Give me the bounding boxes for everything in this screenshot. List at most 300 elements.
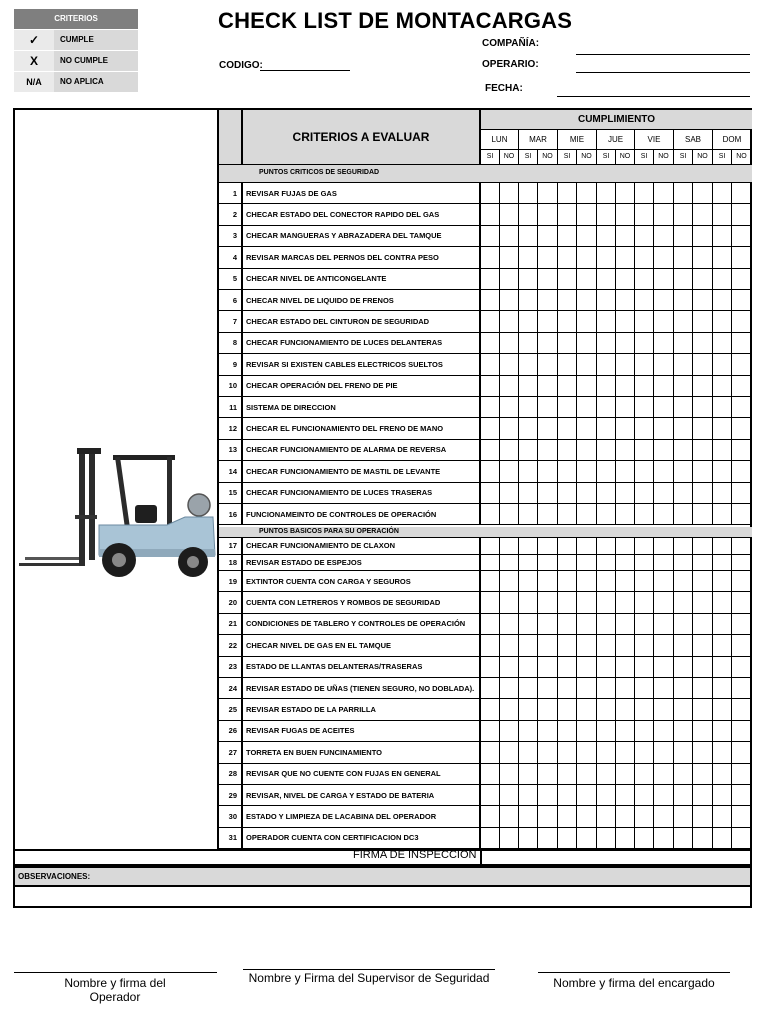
no-checkbox[interactable] bbox=[538, 183, 558, 203]
si-checkbox[interactable] bbox=[713, 635, 732, 655]
no-checkbox[interactable] bbox=[500, 699, 519, 719]
si-checkbox[interactable] bbox=[519, 483, 538, 503]
si-checkbox[interactable] bbox=[597, 592, 616, 612]
no-checkbox[interactable] bbox=[538, 721, 558, 741]
si-checkbox[interactable] bbox=[713, 226, 732, 246]
si-checkbox[interactable] bbox=[558, 721, 577, 741]
no-checkbox[interactable] bbox=[538, 290, 558, 310]
no-checkbox[interactable] bbox=[732, 806, 752, 826]
no-checkbox[interactable] bbox=[654, 635, 674, 655]
si-checkbox[interactable] bbox=[635, 226, 654, 246]
no-checkbox[interactable] bbox=[654, 311, 674, 331]
si-checkbox[interactable] bbox=[674, 247, 693, 267]
no-checkbox[interactable] bbox=[500, 571, 519, 591]
si-checkbox[interactable] bbox=[674, 226, 693, 246]
si-checkbox[interactable] bbox=[481, 721, 500, 741]
si-checkbox[interactable] bbox=[481, 183, 500, 203]
si-checkbox[interactable] bbox=[558, 440, 577, 460]
no-checkbox[interactable] bbox=[577, 461, 597, 481]
no-checkbox[interactable] bbox=[577, 657, 597, 677]
si-checkbox[interactable] bbox=[481, 397, 500, 417]
si-checkbox[interactable] bbox=[558, 247, 577, 267]
no-checkbox[interactable] bbox=[577, 828, 597, 848]
operario-field[interactable] bbox=[576, 72, 750, 73]
no-checkbox[interactable] bbox=[693, 269, 713, 289]
no-checkbox[interactable] bbox=[500, 397, 519, 417]
si-checkbox[interactable] bbox=[597, 555, 616, 571]
si-checkbox[interactable] bbox=[481, 806, 500, 826]
si-checkbox[interactable] bbox=[635, 614, 654, 634]
no-checkbox[interactable] bbox=[693, 226, 713, 246]
si-checkbox[interactable] bbox=[481, 555, 500, 571]
si-checkbox[interactable] bbox=[635, 333, 654, 353]
no-checkbox[interactable] bbox=[693, 699, 713, 719]
no-checkbox[interactable] bbox=[577, 376, 597, 396]
no-checkbox[interactable] bbox=[500, 183, 519, 203]
si-checkbox[interactable] bbox=[481, 764, 500, 784]
si-checkbox[interactable] bbox=[635, 418, 654, 438]
no-checkbox[interactable] bbox=[693, 483, 713, 503]
no-checkbox[interactable] bbox=[577, 555, 597, 571]
si-checkbox[interactable] bbox=[635, 504, 654, 524]
si-checkbox[interactable] bbox=[519, 657, 538, 677]
no-checkbox[interactable] bbox=[577, 614, 597, 634]
si-checkbox[interactable] bbox=[713, 354, 732, 374]
no-checkbox[interactable] bbox=[616, 635, 635, 655]
no-checkbox[interactable] bbox=[577, 440, 597, 460]
si-checkbox[interactable] bbox=[635, 699, 654, 719]
si-checkbox[interactable] bbox=[558, 571, 577, 591]
no-checkbox[interactable] bbox=[654, 204, 674, 224]
no-checkbox[interactable] bbox=[577, 742, 597, 762]
si-checkbox[interactable] bbox=[597, 678, 616, 698]
no-checkbox[interactable] bbox=[577, 764, 597, 784]
no-checkbox[interactable] bbox=[732, 247, 752, 267]
si-checkbox[interactable] bbox=[597, 504, 616, 524]
no-checkbox[interactable] bbox=[616, 785, 635, 805]
si-checkbox[interactable] bbox=[481, 247, 500, 267]
si-checkbox[interactable] bbox=[558, 269, 577, 289]
si-checkbox[interactable] bbox=[713, 657, 732, 677]
si-checkbox[interactable] bbox=[713, 204, 732, 224]
no-checkbox[interactable] bbox=[538, 504, 558, 524]
no-checkbox[interactable] bbox=[693, 828, 713, 848]
no-checkbox[interactable] bbox=[732, 699, 752, 719]
si-checkbox[interactable] bbox=[519, 504, 538, 524]
si-checkbox[interactable] bbox=[481, 699, 500, 719]
si-checkbox[interactable] bbox=[597, 742, 616, 762]
no-checkbox[interactable] bbox=[538, 828, 558, 848]
no-checkbox[interactable] bbox=[654, 483, 674, 503]
si-checkbox[interactable] bbox=[519, 418, 538, 438]
no-checkbox[interactable] bbox=[732, 440, 752, 460]
no-checkbox[interactable] bbox=[693, 721, 713, 741]
si-checkbox[interactable] bbox=[713, 555, 732, 571]
no-checkbox[interactable] bbox=[732, 311, 752, 331]
no-checkbox[interactable] bbox=[732, 657, 752, 677]
no-checkbox[interactable] bbox=[693, 397, 713, 417]
no-checkbox[interactable] bbox=[577, 504, 597, 524]
no-checkbox[interactable] bbox=[654, 397, 674, 417]
si-checkbox[interactable] bbox=[635, 555, 654, 571]
no-checkbox[interactable] bbox=[616, 721, 635, 741]
no-checkbox[interactable] bbox=[577, 290, 597, 310]
no-checkbox[interactable] bbox=[538, 699, 558, 719]
si-checkbox[interactable] bbox=[481, 678, 500, 698]
no-checkbox[interactable] bbox=[616, 333, 635, 353]
si-checkbox[interactable] bbox=[519, 397, 538, 417]
si-checkbox[interactable] bbox=[519, 204, 538, 224]
no-checkbox[interactable] bbox=[732, 614, 752, 634]
no-checkbox[interactable] bbox=[538, 354, 558, 374]
si-checkbox[interactable] bbox=[558, 555, 577, 571]
no-checkbox[interactable] bbox=[693, 354, 713, 374]
no-checkbox[interactable] bbox=[616, 571, 635, 591]
si-checkbox[interactable] bbox=[635, 785, 654, 805]
no-checkbox[interactable] bbox=[732, 204, 752, 224]
si-checkbox[interactable] bbox=[713, 764, 732, 784]
si-checkbox[interactable] bbox=[597, 440, 616, 460]
no-checkbox[interactable] bbox=[577, 354, 597, 374]
si-checkbox[interactable] bbox=[558, 183, 577, 203]
no-checkbox[interactable] bbox=[654, 376, 674, 396]
si-checkbox[interactable] bbox=[519, 538, 538, 554]
no-checkbox[interactable] bbox=[693, 247, 713, 267]
no-checkbox[interactable] bbox=[500, 461, 519, 481]
si-checkbox[interactable] bbox=[674, 555, 693, 571]
no-checkbox[interactable] bbox=[538, 635, 558, 655]
no-checkbox[interactable] bbox=[577, 247, 597, 267]
no-checkbox[interactable] bbox=[500, 247, 519, 267]
no-checkbox[interactable] bbox=[654, 333, 674, 353]
si-checkbox[interactable] bbox=[597, 614, 616, 634]
no-checkbox[interactable] bbox=[500, 806, 519, 826]
no-checkbox[interactable] bbox=[538, 397, 558, 417]
si-checkbox[interactable] bbox=[597, 828, 616, 848]
no-checkbox[interactable] bbox=[616, 376, 635, 396]
no-checkbox[interactable] bbox=[654, 592, 674, 612]
no-checkbox[interactable] bbox=[538, 742, 558, 762]
no-checkbox[interactable] bbox=[616, 247, 635, 267]
no-checkbox[interactable] bbox=[500, 764, 519, 784]
no-checkbox[interactable] bbox=[500, 440, 519, 460]
si-checkbox[interactable] bbox=[519, 785, 538, 805]
si-checkbox[interactable] bbox=[558, 397, 577, 417]
si-checkbox[interactable] bbox=[558, 635, 577, 655]
si-checkbox[interactable] bbox=[713, 311, 732, 331]
no-checkbox[interactable] bbox=[500, 483, 519, 503]
si-checkbox[interactable] bbox=[481, 461, 500, 481]
si-checkbox[interactable] bbox=[519, 183, 538, 203]
si-checkbox[interactable] bbox=[597, 204, 616, 224]
si-checkbox[interactable] bbox=[519, 806, 538, 826]
si-checkbox[interactable] bbox=[558, 806, 577, 826]
no-checkbox[interactable] bbox=[616, 742, 635, 762]
si-checkbox[interactable] bbox=[519, 376, 538, 396]
si-checkbox[interactable] bbox=[481, 311, 500, 331]
no-checkbox[interactable] bbox=[732, 461, 752, 481]
si-checkbox[interactable] bbox=[674, 806, 693, 826]
no-checkbox[interactable] bbox=[500, 311, 519, 331]
si-checkbox[interactable] bbox=[558, 290, 577, 310]
no-checkbox[interactable] bbox=[732, 635, 752, 655]
si-checkbox[interactable] bbox=[519, 333, 538, 353]
no-checkbox[interactable] bbox=[693, 440, 713, 460]
no-checkbox[interactable] bbox=[693, 678, 713, 698]
si-checkbox[interactable] bbox=[635, 204, 654, 224]
si-checkbox[interactable] bbox=[558, 311, 577, 331]
no-checkbox[interactable] bbox=[732, 571, 752, 591]
si-checkbox[interactable] bbox=[674, 354, 693, 374]
si-checkbox[interactable] bbox=[674, 785, 693, 805]
si-checkbox[interactable] bbox=[597, 311, 616, 331]
no-checkbox[interactable] bbox=[732, 483, 752, 503]
no-checkbox[interactable] bbox=[732, 183, 752, 203]
no-checkbox[interactable] bbox=[693, 785, 713, 805]
no-checkbox[interactable] bbox=[693, 333, 713, 353]
no-checkbox[interactable] bbox=[732, 678, 752, 698]
si-checkbox[interactable] bbox=[481, 376, 500, 396]
no-checkbox[interactable] bbox=[732, 764, 752, 784]
encargado-signature-line[interactable] bbox=[538, 972, 730, 973]
si-checkbox[interactable] bbox=[713, 742, 732, 762]
si-checkbox[interactable] bbox=[519, 699, 538, 719]
si-checkbox[interactable] bbox=[674, 699, 693, 719]
si-checkbox[interactable] bbox=[519, 555, 538, 571]
no-checkbox[interactable] bbox=[577, 204, 597, 224]
no-checkbox[interactable] bbox=[577, 311, 597, 331]
no-checkbox[interactable] bbox=[654, 538, 674, 554]
si-checkbox[interactable] bbox=[481, 354, 500, 374]
si-checkbox[interactable] bbox=[713, 538, 732, 554]
no-checkbox[interactable] bbox=[616, 504, 635, 524]
no-checkbox[interactable] bbox=[616, 614, 635, 634]
si-checkbox[interactable] bbox=[558, 461, 577, 481]
si-checkbox[interactable] bbox=[713, 721, 732, 741]
no-checkbox[interactable] bbox=[616, 226, 635, 246]
no-checkbox[interactable] bbox=[577, 483, 597, 503]
si-checkbox[interactable] bbox=[481, 538, 500, 554]
si-checkbox[interactable] bbox=[558, 764, 577, 784]
si-checkbox[interactable] bbox=[713, 699, 732, 719]
fecha-field[interactable] bbox=[557, 96, 750, 97]
si-checkbox[interactable] bbox=[597, 461, 616, 481]
si-checkbox[interactable] bbox=[635, 183, 654, 203]
no-checkbox[interactable] bbox=[500, 290, 519, 310]
si-checkbox[interactable] bbox=[597, 290, 616, 310]
operador-signature-line[interactable] bbox=[14, 972, 217, 973]
no-checkbox[interactable] bbox=[693, 418, 713, 438]
no-checkbox[interactable] bbox=[732, 397, 752, 417]
si-checkbox[interactable] bbox=[635, 311, 654, 331]
no-checkbox[interactable] bbox=[538, 440, 558, 460]
no-checkbox[interactable] bbox=[654, 828, 674, 848]
si-checkbox[interactable] bbox=[519, 461, 538, 481]
no-checkbox[interactable] bbox=[732, 592, 752, 612]
si-checkbox[interactable] bbox=[597, 635, 616, 655]
si-checkbox[interactable] bbox=[481, 226, 500, 246]
si-checkbox[interactable] bbox=[519, 571, 538, 591]
si-checkbox[interactable] bbox=[519, 635, 538, 655]
no-checkbox[interactable] bbox=[616, 269, 635, 289]
no-checkbox[interactable] bbox=[654, 678, 674, 698]
no-checkbox[interactable] bbox=[577, 538, 597, 554]
si-checkbox[interactable] bbox=[558, 699, 577, 719]
no-checkbox[interactable] bbox=[693, 183, 713, 203]
si-checkbox[interactable] bbox=[519, 290, 538, 310]
no-checkbox[interactable] bbox=[500, 678, 519, 698]
si-checkbox[interactable] bbox=[713, 247, 732, 267]
no-checkbox[interactable] bbox=[654, 806, 674, 826]
si-checkbox[interactable] bbox=[635, 592, 654, 612]
si-checkbox[interactable] bbox=[597, 418, 616, 438]
no-checkbox[interactable] bbox=[538, 538, 558, 554]
si-checkbox[interactable] bbox=[519, 721, 538, 741]
si-checkbox[interactable] bbox=[519, 742, 538, 762]
no-checkbox[interactable] bbox=[538, 226, 558, 246]
no-checkbox[interactable] bbox=[616, 354, 635, 374]
no-checkbox[interactable] bbox=[654, 418, 674, 438]
si-checkbox[interactable] bbox=[635, 461, 654, 481]
compania-field[interactable] bbox=[576, 54, 750, 55]
no-checkbox[interactable] bbox=[500, 721, 519, 741]
no-checkbox[interactable] bbox=[732, 354, 752, 374]
si-checkbox[interactable] bbox=[674, 571, 693, 591]
si-checkbox[interactable] bbox=[481, 418, 500, 438]
si-checkbox[interactable] bbox=[519, 311, 538, 331]
no-checkbox[interactable] bbox=[654, 614, 674, 634]
si-checkbox[interactable] bbox=[481, 204, 500, 224]
si-checkbox[interactable] bbox=[674, 504, 693, 524]
no-checkbox[interactable] bbox=[693, 538, 713, 554]
no-checkbox[interactable] bbox=[616, 183, 635, 203]
si-checkbox[interactable] bbox=[713, 183, 732, 203]
si-checkbox[interactable] bbox=[481, 635, 500, 655]
no-checkbox[interactable] bbox=[538, 204, 558, 224]
no-checkbox[interactable] bbox=[577, 635, 597, 655]
no-checkbox[interactable] bbox=[538, 764, 558, 784]
no-checkbox[interactable] bbox=[500, 333, 519, 353]
no-checkbox[interactable] bbox=[500, 635, 519, 655]
no-checkbox[interactable] bbox=[500, 269, 519, 289]
si-checkbox[interactable] bbox=[713, 785, 732, 805]
no-checkbox[interactable] bbox=[500, 555, 519, 571]
no-checkbox[interactable] bbox=[500, 354, 519, 374]
si-checkbox[interactable] bbox=[481, 742, 500, 762]
no-checkbox[interactable] bbox=[538, 614, 558, 634]
si-checkbox[interactable] bbox=[519, 226, 538, 246]
no-checkbox[interactable] bbox=[616, 461, 635, 481]
si-checkbox[interactable] bbox=[481, 785, 500, 805]
no-checkbox[interactable] bbox=[693, 764, 713, 784]
no-checkbox[interactable] bbox=[732, 785, 752, 805]
si-checkbox[interactable] bbox=[635, 657, 654, 677]
si-checkbox[interactable] bbox=[481, 657, 500, 677]
si-checkbox[interactable] bbox=[713, 333, 732, 353]
no-checkbox[interactable] bbox=[616, 828, 635, 848]
no-checkbox[interactable] bbox=[577, 806, 597, 826]
si-checkbox[interactable] bbox=[635, 247, 654, 267]
no-checkbox[interactable] bbox=[538, 571, 558, 591]
no-checkbox[interactable] bbox=[538, 269, 558, 289]
no-checkbox[interactable] bbox=[732, 376, 752, 396]
si-checkbox[interactable] bbox=[635, 635, 654, 655]
si-checkbox[interactable] bbox=[558, 226, 577, 246]
no-checkbox[interactable] bbox=[500, 785, 519, 805]
no-checkbox[interactable] bbox=[732, 555, 752, 571]
no-checkbox[interactable] bbox=[654, 742, 674, 762]
si-checkbox[interactable] bbox=[674, 269, 693, 289]
si-checkbox[interactable] bbox=[713, 592, 732, 612]
firma-inspeccion-field[interactable] bbox=[480, 851, 482, 864]
no-checkbox[interactable] bbox=[616, 764, 635, 784]
si-checkbox[interactable] bbox=[558, 614, 577, 634]
si-checkbox[interactable] bbox=[713, 376, 732, 396]
no-checkbox[interactable] bbox=[538, 678, 558, 698]
si-checkbox[interactable] bbox=[597, 226, 616, 246]
no-checkbox[interactable] bbox=[654, 657, 674, 677]
no-checkbox[interactable] bbox=[577, 269, 597, 289]
si-checkbox[interactable] bbox=[674, 742, 693, 762]
si-checkbox[interactable] bbox=[519, 828, 538, 848]
no-checkbox[interactable] bbox=[616, 290, 635, 310]
no-checkbox[interactable] bbox=[500, 828, 519, 848]
si-checkbox[interactable] bbox=[635, 806, 654, 826]
no-checkbox[interactable] bbox=[577, 785, 597, 805]
no-checkbox[interactable] bbox=[654, 461, 674, 481]
no-checkbox[interactable] bbox=[616, 806, 635, 826]
no-checkbox[interactable] bbox=[693, 204, 713, 224]
si-checkbox[interactable] bbox=[674, 764, 693, 784]
observaciones-field[interactable] bbox=[13, 887, 752, 908]
no-checkbox[interactable] bbox=[538, 311, 558, 331]
si-checkbox[interactable] bbox=[597, 721, 616, 741]
si-checkbox[interactable] bbox=[597, 354, 616, 374]
no-checkbox[interactable] bbox=[693, 742, 713, 762]
si-checkbox[interactable] bbox=[558, 504, 577, 524]
no-checkbox[interactable] bbox=[616, 440, 635, 460]
si-checkbox[interactable] bbox=[597, 806, 616, 826]
si-checkbox[interactable] bbox=[713, 418, 732, 438]
no-checkbox[interactable] bbox=[538, 461, 558, 481]
no-checkbox[interactable] bbox=[538, 333, 558, 353]
si-checkbox[interactable] bbox=[558, 376, 577, 396]
no-checkbox[interactable] bbox=[732, 721, 752, 741]
no-checkbox[interactable] bbox=[732, 290, 752, 310]
si-checkbox[interactable] bbox=[558, 785, 577, 805]
no-checkbox[interactable] bbox=[500, 204, 519, 224]
si-checkbox[interactable] bbox=[674, 635, 693, 655]
no-checkbox[interactable] bbox=[654, 699, 674, 719]
si-checkbox[interactable] bbox=[674, 614, 693, 634]
si-checkbox[interactable] bbox=[558, 418, 577, 438]
no-checkbox[interactable] bbox=[538, 555, 558, 571]
si-checkbox[interactable] bbox=[674, 538, 693, 554]
no-checkbox[interactable] bbox=[654, 555, 674, 571]
no-checkbox[interactable] bbox=[654, 226, 674, 246]
si-checkbox[interactable] bbox=[713, 290, 732, 310]
si-checkbox[interactable] bbox=[597, 376, 616, 396]
no-checkbox[interactable] bbox=[577, 397, 597, 417]
si-checkbox[interactable] bbox=[713, 504, 732, 524]
si-checkbox[interactable] bbox=[674, 418, 693, 438]
si-checkbox[interactable] bbox=[519, 269, 538, 289]
si-checkbox[interactable] bbox=[597, 699, 616, 719]
si-checkbox[interactable] bbox=[713, 461, 732, 481]
no-checkbox[interactable] bbox=[732, 333, 752, 353]
no-checkbox[interactable] bbox=[500, 742, 519, 762]
si-checkbox[interactable] bbox=[597, 571, 616, 591]
